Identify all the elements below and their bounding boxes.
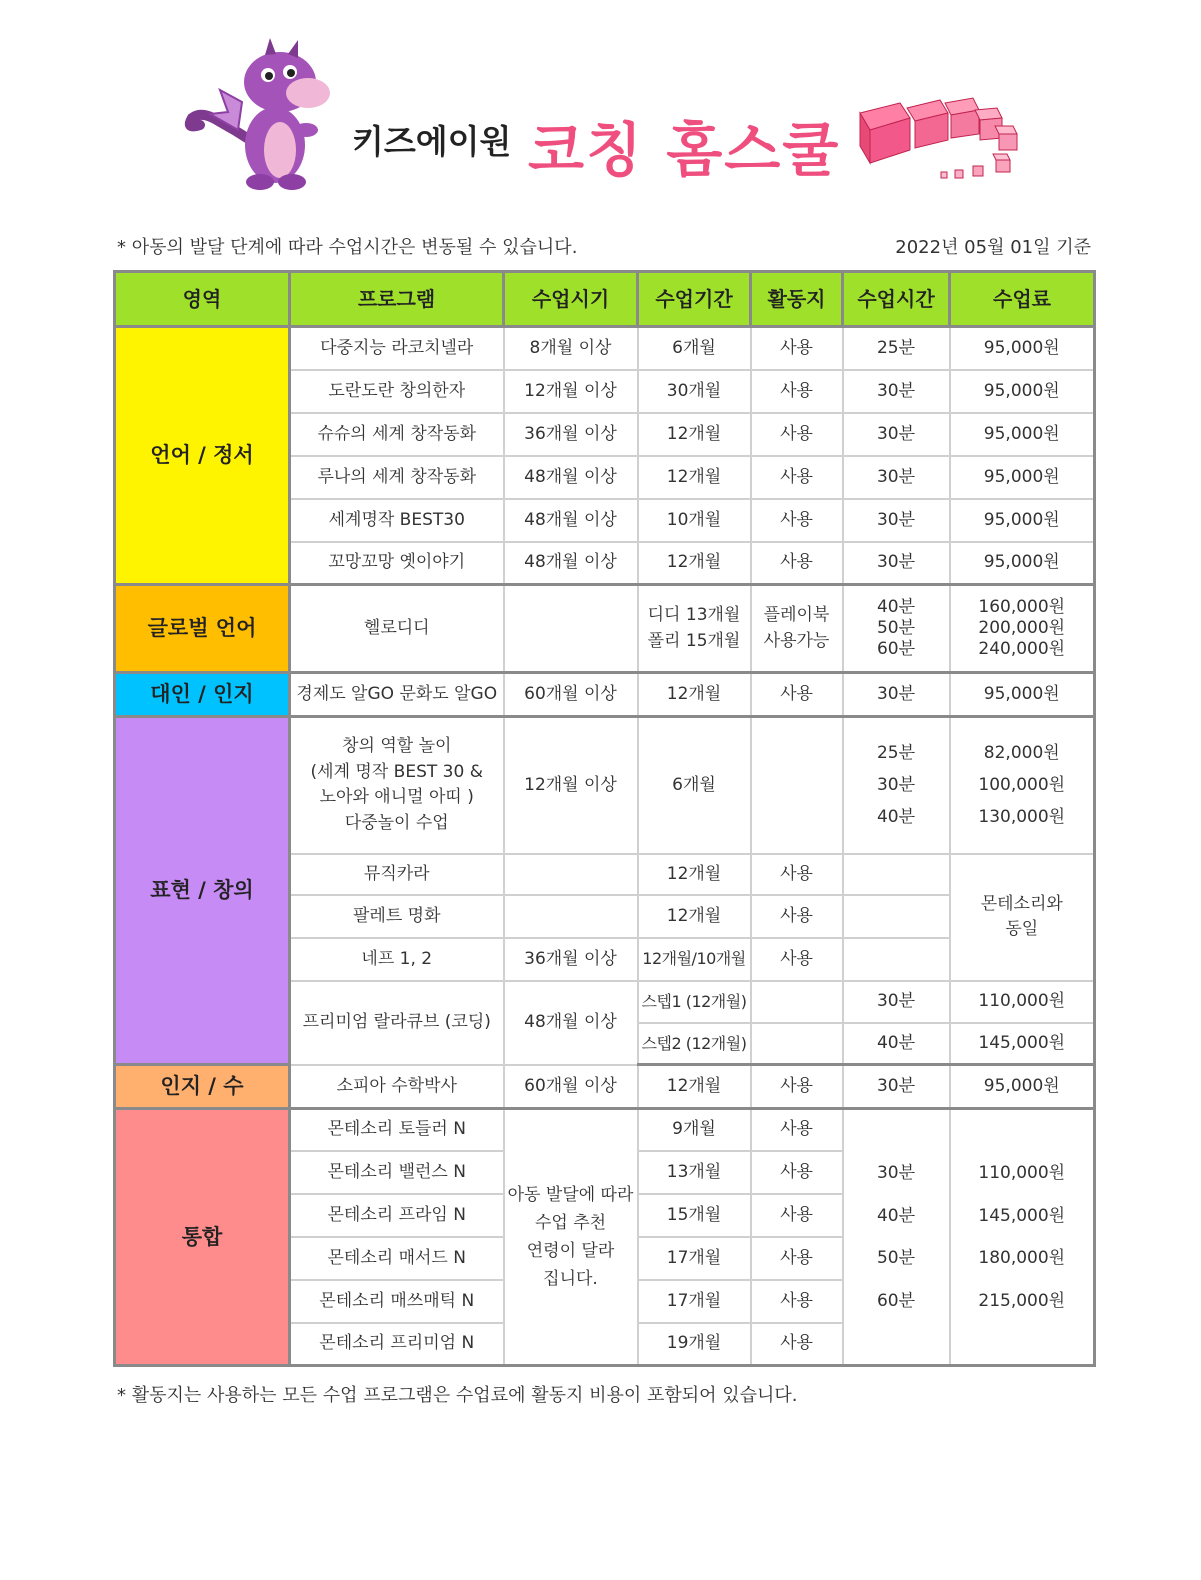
sheet-cell: 사용 (751, 938, 843, 981)
fee-line: 240,000원 (978, 639, 1066, 660)
age-cell (504, 854, 638, 895)
program-line: 다중놀이 수업 (344, 812, 449, 833)
sheet-line: 사용가능 (763, 630, 830, 651)
period-cell: 12개월 (638, 456, 751, 499)
fee-cell (950, 717, 1095, 854)
time-cell: 25분 (843, 327, 950, 370)
sheet-cell: 사용 (751, 327, 843, 370)
period-cell: 12개월 (638, 673, 751, 717)
program-cell: 프리미엄 랄라큐브 (코딩) (290, 981, 504, 1065)
program-line: 창의 역할 놀이 (342, 736, 452, 757)
time-cell: 30분 (843, 542, 950, 585)
table-row (115, 717, 1095, 854)
age-cell: 8개월 이상 (504, 327, 638, 370)
period-cell: 13개월 (638, 1151, 751, 1194)
footer-note: * 활동지는 사용하는 모든 수업 프로그램은 수업료에 활동지 비용이 포함되어 있습니다. (117, 1385, 798, 1406)
fee-line: 180,000원 (978, 1248, 1066, 1268)
fee-line: 100,000원 (978, 775, 1066, 796)
program-cell: 몬테소리 매쓰매틱 N (290, 1280, 504, 1323)
program-cell: 루나의 세계 창작동화 (290, 456, 504, 499)
sheet-cell: 사용 (751, 1237, 843, 1280)
sheet-cell: 사용 (751, 854, 843, 895)
time-cell (843, 585, 950, 673)
period-cell: 12개월 (638, 413, 751, 456)
period-cell: 10개월 (638, 499, 751, 542)
age-cell: 36개월 이상 (504, 413, 638, 456)
column-header-sheet: 활동지 (751, 272, 843, 327)
age-cell: 60개월 이상 (504, 1065, 638, 1109)
program-cell: 몬테소리 토들러 N (290, 1109, 504, 1151)
sheet-cell: 사용 (751, 1280, 843, 1323)
fee-line: 130,000원 (978, 807, 1066, 828)
period-cell: 17개월 (638, 1280, 751, 1323)
fee-line: 145,000원 (978, 1205, 1066, 1226)
age-cell: 48개월 이상 (504, 981, 638, 1065)
time-cell: 30분 (843, 370, 950, 413)
fee-cell (950, 585, 1095, 673)
program-cell: 뮤직카라 (290, 854, 504, 895)
time-cell (843, 854, 950, 895)
program-cell: 헬로디디 (290, 585, 504, 673)
sheet-cell: 사용 (751, 1065, 843, 1109)
time-cell: 30분 (843, 1065, 950, 1109)
sheet-cell: 사용 (751, 1194, 843, 1237)
period-line: 폴리 15개월 (647, 630, 741, 651)
sheet-cell: 사용 (751, 673, 843, 717)
program-cell: 경제도 알GO 문화도 알GO (290, 673, 504, 717)
time-line: 50분 (876, 617, 916, 638)
program-cell: 몬테소리 매서드 N (290, 1237, 504, 1280)
fee-cell (950, 854, 1095, 981)
sheet-cell: 사용 (751, 895, 843, 938)
sheet-line: 플레이북 (763, 605, 830, 625)
page-header (0, 0, 1201, 258)
fee-cell: 110,000원 (950, 981, 1095, 1023)
period-cell: 12개월 (638, 895, 751, 938)
fee-cell: 145,000원 (950, 1023, 1095, 1065)
cube-tower-icon (855, 88, 1030, 193)
age-cell (504, 585, 638, 673)
time-cell: 30분 (843, 499, 950, 542)
age-cell: 60개월 이상 (504, 673, 638, 717)
time-cell: 30분 (843, 413, 950, 456)
time-cell (843, 1109, 950, 1366)
age-cell: 12개월 이상 (504, 370, 638, 413)
table-row (115, 1109, 1095, 1151)
time-line: 60분 (876, 1290, 916, 1311)
fee-line: 200,000원 (978, 617, 1066, 638)
area-language: 언어 / 정서 (115, 327, 290, 585)
time-line: 40분 (876, 807, 916, 828)
time-line: 60분 (876, 639, 916, 660)
fee-line: 215,000원 (978, 1290, 1066, 1311)
column-header-period: 수업기간 (638, 272, 751, 327)
period-cell: 12개월 (638, 542, 751, 585)
brand-name: 키즈에이원 (352, 122, 512, 161)
column-header-time: 수업시간 (843, 272, 950, 327)
time-line: 30분 (876, 775, 916, 796)
area-cognition-math: 인지 / 수 (115, 1065, 290, 1109)
column-header-fee: 수업료 (950, 272, 1095, 327)
program-cell (290, 717, 504, 854)
fee-cell: 95,000원 (950, 327, 1095, 370)
sheet-cell: 사용 (751, 1109, 843, 1151)
program-cell: 몬테소리 프라임 N (290, 1194, 504, 1237)
fee-line: 82,000원 (983, 742, 1060, 763)
age-cell: 12개월 이상 (504, 717, 638, 854)
period-cell: 9개월 (638, 1109, 751, 1151)
area-global-language: 글로벌 언어 (115, 585, 290, 673)
program-cell: 네프 1, 2 (290, 938, 504, 981)
fee-cell: 95,000원 (950, 542, 1095, 585)
sheet-cell: 사용 (751, 499, 843, 542)
program-cell: 소피아 수학박사 (290, 1065, 504, 1109)
time-cell (843, 938, 950, 981)
period-cell: 15개월 (638, 1194, 751, 1237)
date-reference: 2022년 05월 01일 기준 (895, 237, 1091, 258)
fee-line: 동일 (1005, 919, 1039, 939)
age-line: 연령이 달라 (526, 1241, 615, 1261)
time-cell: 40분 (843, 1023, 950, 1065)
table-row (115, 1065, 1095, 1109)
program-cell: 도란도란 창의한자 (290, 370, 504, 413)
period-cell: 19개월 (638, 1323, 751, 1366)
time-line: 40분 (876, 1205, 916, 1226)
sheet-cell: 사용 (751, 542, 843, 585)
age-cell: 36개월 이상 (504, 938, 638, 981)
sheet-cell: 사용 (751, 370, 843, 413)
time-cell (843, 717, 950, 854)
program-cell: 다중지능 라코치넬라 (290, 327, 504, 370)
program-line: 노아와 애니멀 아띠 ) (319, 787, 474, 808)
program-line: (세계 명작 BEST 30 & (310, 761, 483, 782)
fee-cell: 95,000원 (950, 456, 1095, 499)
column-header-area: 영역 (115, 272, 290, 327)
age-cell: 48개월 이상 (504, 542, 638, 585)
age-cell (504, 895, 638, 938)
age-cell: 48개월 이상 (504, 456, 638, 499)
column-header-age: 수업시기 (504, 272, 638, 327)
fee-line: 160,000원 (978, 596, 1066, 617)
sheet-cell (751, 585, 843, 673)
sheet-cell: 사용 (751, 413, 843, 456)
age-line: 수업 추천 (534, 1212, 607, 1233)
table-row (115, 327, 1095, 370)
period-cell: 17개월 (638, 1237, 751, 1280)
page-title: 코칭 홈스쿨 (528, 116, 841, 184)
period-cell: 스텝2 (12개월) (638, 1023, 751, 1065)
area-integrated: 통합 (115, 1109, 290, 1366)
sheet-cell (751, 717, 843, 854)
time-cell: 30분 (843, 981, 950, 1023)
sheet-cell (751, 1023, 843, 1065)
sheet-cell: 사용 (751, 1323, 843, 1366)
period-cell: 6개월 (638, 717, 751, 854)
fee-cell: 95,000원 (950, 370, 1095, 413)
fee-cell: 95,000원 (950, 1065, 1095, 1109)
program-cell: 슈슈의 세계 창작동화 (290, 413, 504, 456)
dragon-mascot-icon (180, 30, 350, 200)
area-social-cognition: 대인 / 인지 (115, 673, 290, 717)
fee-cell: 95,000원 (950, 673, 1095, 717)
schedule-note: * 아동의 발달 단계에 따라 수업시간은 변동될 수 있습니다. (117, 237, 578, 258)
table-row (115, 585, 1095, 673)
time-line: 30분 (876, 1163, 916, 1183)
time-cell: 30분 (843, 673, 950, 717)
fee-cell: 95,000원 (950, 499, 1095, 542)
time-line: 25분 (876, 742, 916, 763)
age-line: 아동 발달에 따라 (507, 1184, 634, 1205)
period-cell: 30개월 (638, 370, 751, 413)
time-cell (843, 895, 950, 938)
column-header-program: 프로그램 (290, 272, 504, 327)
period-cell (638, 585, 751, 673)
time-line: 40분 (876, 596, 916, 617)
fee-line: 몬테소리와 (980, 894, 1063, 915)
period-cell: 6개월 (638, 327, 751, 370)
fee-cell (950, 1109, 1095, 1366)
time-cell: 30분 (843, 456, 950, 499)
table-row (115, 673, 1095, 717)
fee-table (113, 270, 1096, 1367)
sheet-cell (751, 981, 843, 1023)
fee-cell: 95,000원 (950, 413, 1095, 456)
sheet-cell: 사용 (751, 456, 843, 499)
age-cell: 48개월 이상 (504, 499, 638, 542)
age-line: 집니다. (543, 1269, 598, 1290)
period-cell: 12개월/10개월 (638, 938, 751, 981)
program-cell: 꼬망꼬망 옛이야기 (290, 542, 504, 585)
sheet-cell: 사용 (751, 1151, 843, 1194)
period-cell: 12개월 (638, 854, 751, 895)
period-cell: 12개월 (638, 1065, 751, 1109)
age-cell (504, 1109, 638, 1366)
time-line: 50분 (876, 1248, 916, 1268)
program-cell: 세계명작 BEST30 (290, 499, 504, 542)
table-header-row (115, 272, 1095, 327)
period-cell: 스텝1 (12개월) (638, 981, 751, 1023)
program-cell: 몬테소리 밸런스 N (290, 1151, 504, 1194)
program-cell: 몬테소리 프리미엄 N (290, 1323, 504, 1366)
area-expression-creativity: 표현 / 창의 (115, 717, 290, 1065)
period-line: 디디 13개월 (647, 605, 741, 625)
program-cell: 팔레트 명화 (290, 895, 504, 938)
fee-line: 110,000원 (978, 1163, 1066, 1183)
